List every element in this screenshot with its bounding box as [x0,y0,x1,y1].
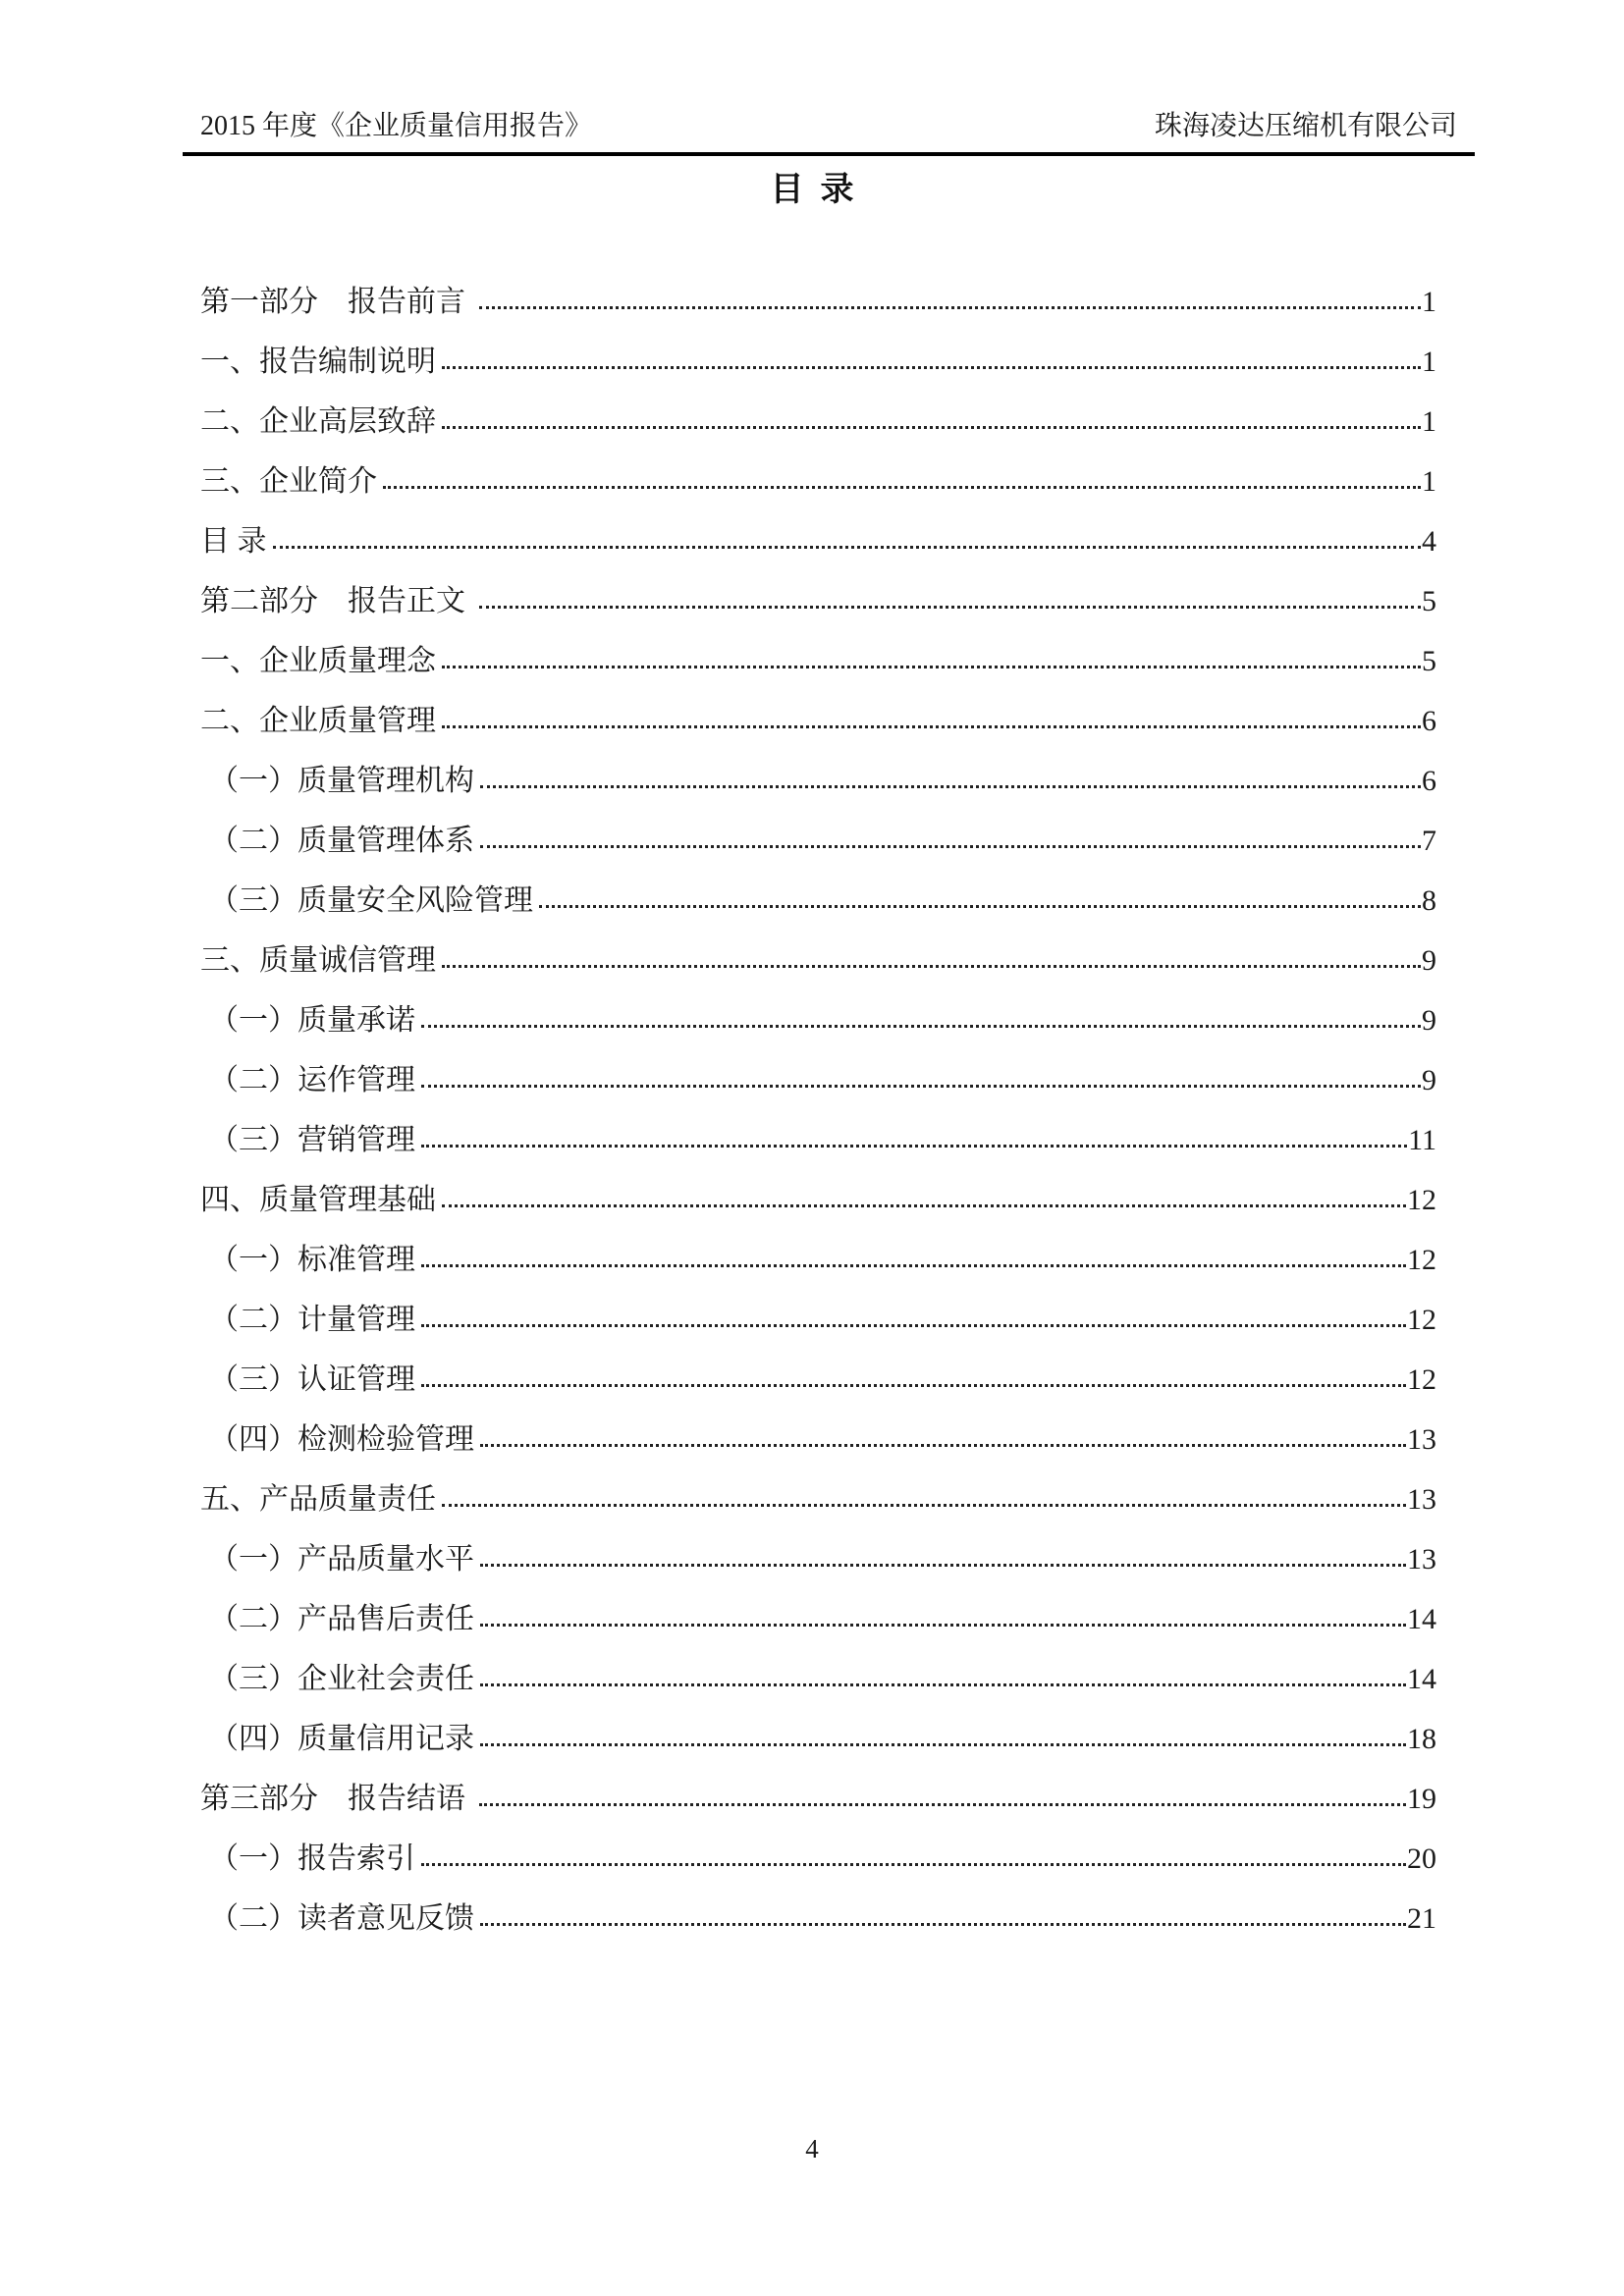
toc-entry-label: 第一部分 报告前言 [200,286,473,318]
toc-dot-leader [383,486,1421,489]
toc-entry-page: 9 [1422,1004,1436,1037]
toc-entry-label: （一）产品质量水平 [209,1543,474,1575]
toc-entry-label: 五、产品质量责任 [200,1483,436,1516]
toc-dot-leader [480,1743,1406,1746]
toc-row [200,1769,1436,1829]
toc-entry-label: （三）营销管理 [209,1124,415,1156]
toc-row [200,1889,1436,1949]
table-of-contents [200,272,1436,1949]
toc-entry-page: 21 [1407,1902,1436,1935]
toc-row [200,631,1436,691]
toc-row [200,1170,1436,1230]
toc-row [200,511,1436,571]
toc-row [200,1589,1436,1649]
toc-entry-page: 5 [1422,585,1436,617]
toc-entry-page: 9 [1422,944,1436,977]
toc-dot-leader [442,426,1421,429]
toc-dot-leader [480,1683,1406,1686]
toc-dot-leader [480,785,1421,788]
toc-row [200,452,1436,511]
toc-row [200,1290,1436,1350]
toc-dot-leader [442,1204,1406,1207]
toc-dot-leader [442,666,1421,668]
toc-dot-leader [421,1025,1421,1028]
toc-dot-leader [421,1264,1406,1267]
toc-entry-label: （四）质量信用记录 [209,1723,474,1755]
toc-entry-page: 14 [1407,1663,1436,1695]
toc-entry-label: 三、质量诚信管理 [200,944,436,977]
toc-entry-page: 13 [1407,1483,1436,1516]
toc-dot-leader [479,606,1422,609]
toc-entry-page: 18 [1407,1723,1436,1755]
toc-row [200,1469,1436,1529]
toc-row [200,990,1436,1050]
toc-dot-leader [421,1085,1421,1088]
toc-entry-label: 目 录 [200,525,267,558]
header-report-title: 2015 年度《企业质量信用报告》 [200,111,593,141]
toc-entry-label: 第三部分 报告结语 [200,1783,473,1815]
toc-row [200,1230,1436,1290]
toc-entry-page: 12 [1407,1184,1436,1216]
toc-entry-label: （二）质量管理体系 [209,825,474,857]
toc-entry-page: 1 [1422,346,1436,378]
toc-entry-label: （三）企业社会责任 [209,1663,474,1695]
toc-dot-leader [480,1923,1406,1926]
toc-dot-leader [273,546,1422,549]
toc-row [200,691,1436,751]
toc-row [200,1709,1436,1769]
toc-entry-label: （三）认证管理 [209,1363,415,1396]
toc-entry-page: 7 [1422,825,1436,857]
toc-dot-leader [539,905,1421,908]
toc-entry-label: 一、企业质量理念 [200,645,436,677]
toc-entry-page: 12 [1407,1363,1436,1396]
toc-dot-leader [442,965,1421,968]
toc-entry-page: 5 [1422,645,1436,677]
toc-entry-page: 19 [1407,1783,1436,1815]
toc-dot-leader [442,725,1421,728]
header-company-name: 珠海凌达压缩机有限公司 [1154,111,1457,141]
toc-dot-leader [442,366,1421,369]
toc-row [200,1410,1436,1469]
toc-entry-label: 二、企业质量管理 [200,705,436,737]
toc-row [200,1050,1436,1110]
toc-row [200,931,1436,990]
toc-entry-label: （二）运作管理 [209,1064,415,1096]
toc-entry-label: （二）产品售后责任 [209,1603,474,1635]
toc-entry-label: （一）报告索引 [209,1842,415,1875]
toc-entry-page: 14 [1407,1603,1436,1635]
toc-entry-page: 4 [1422,525,1436,558]
toc-dot-leader [442,1504,1406,1507]
toc-entry-label: （二）读者意见反馈 [209,1902,474,1935]
toc-entry-page: 6 [1422,765,1436,797]
toc-entry-page: 1 [1422,286,1436,318]
toc-entry-page: 6 [1422,705,1436,737]
toc-entry-page: 1 [1422,405,1436,438]
toc-entry-page: 13 [1407,1423,1436,1456]
toc-row [200,871,1436,931]
toc-entry-page: 11 [1408,1124,1436,1156]
toc-entry-page: 13 [1407,1543,1436,1575]
toc-row [200,1529,1436,1589]
toc-entry-page: 20 [1407,1842,1436,1875]
toc-entry-page: 12 [1407,1244,1436,1276]
toc-dot-leader [480,1444,1406,1447]
toc-dot-leader [479,1803,1407,1806]
toc-entry-label: （一）质量管理机构 [209,765,474,797]
toc-entry-label: 二、企业高层致辞 [200,405,436,438]
toc-dot-leader [480,1564,1406,1567]
toc-entry-label: 一、报告编制说明 [200,346,436,378]
toc-entry-page: 8 [1422,884,1436,917]
toc-row [200,1829,1436,1889]
toc-entry-label: （二）计量管理 [209,1304,415,1336]
toc-dot-leader [421,1145,1407,1148]
toc-entry-page: 1 [1422,465,1436,498]
toc-entry-page: 12 [1407,1304,1436,1336]
toc-row [200,1649,1436,1709]
toc-entry-label: 第二部分 报告正文 [200,585,473,617]
toc-dot-leader [480,845,1421,848]
toc-dot-leader [421,1863,1406,1866]
toc-row [200,1110,1436,1170]
toc-row [200,272,1436,332]
toc-entry-label: （三）质量安全风险管理 [209,884,533,917]
toc-entry-label: （一）标准管理 [209,1244,415,1276]
toc-entry-label: 三、企业简介 [200,465,377,498]
page-header [183,110,1475,156]
toc-dot-leader [421,1384,1406,1387]
page-title: 目 录 [770,172,854,208]
footer-page-number: 4 [805,2134,819,2163]
toc-dot-leader [480,1624,1406,1627]
toc-entry-label: （四）检测检验管理 [209,1423,474,1456]
toc-row [200,392,1436,452]
toc-entry-page: 9 [1422,1064,1436,1096]
toc-dot-leader [479,306,1422,309]
toc-row [200,811,1436,871]
toc-row [200,1350,1436,1410]
toc-entry-label: 四、质量管理基础 [200,1184,436,1216]
toc-row [200,332,1436,392]
toc-entry-label: （一）质量承诺 [209,1004,415,1037]
toc-row [200,751,1436,811]
toc-dot-leader [421,1324,1406,1327]
toc-row [200,571,1436,631]
